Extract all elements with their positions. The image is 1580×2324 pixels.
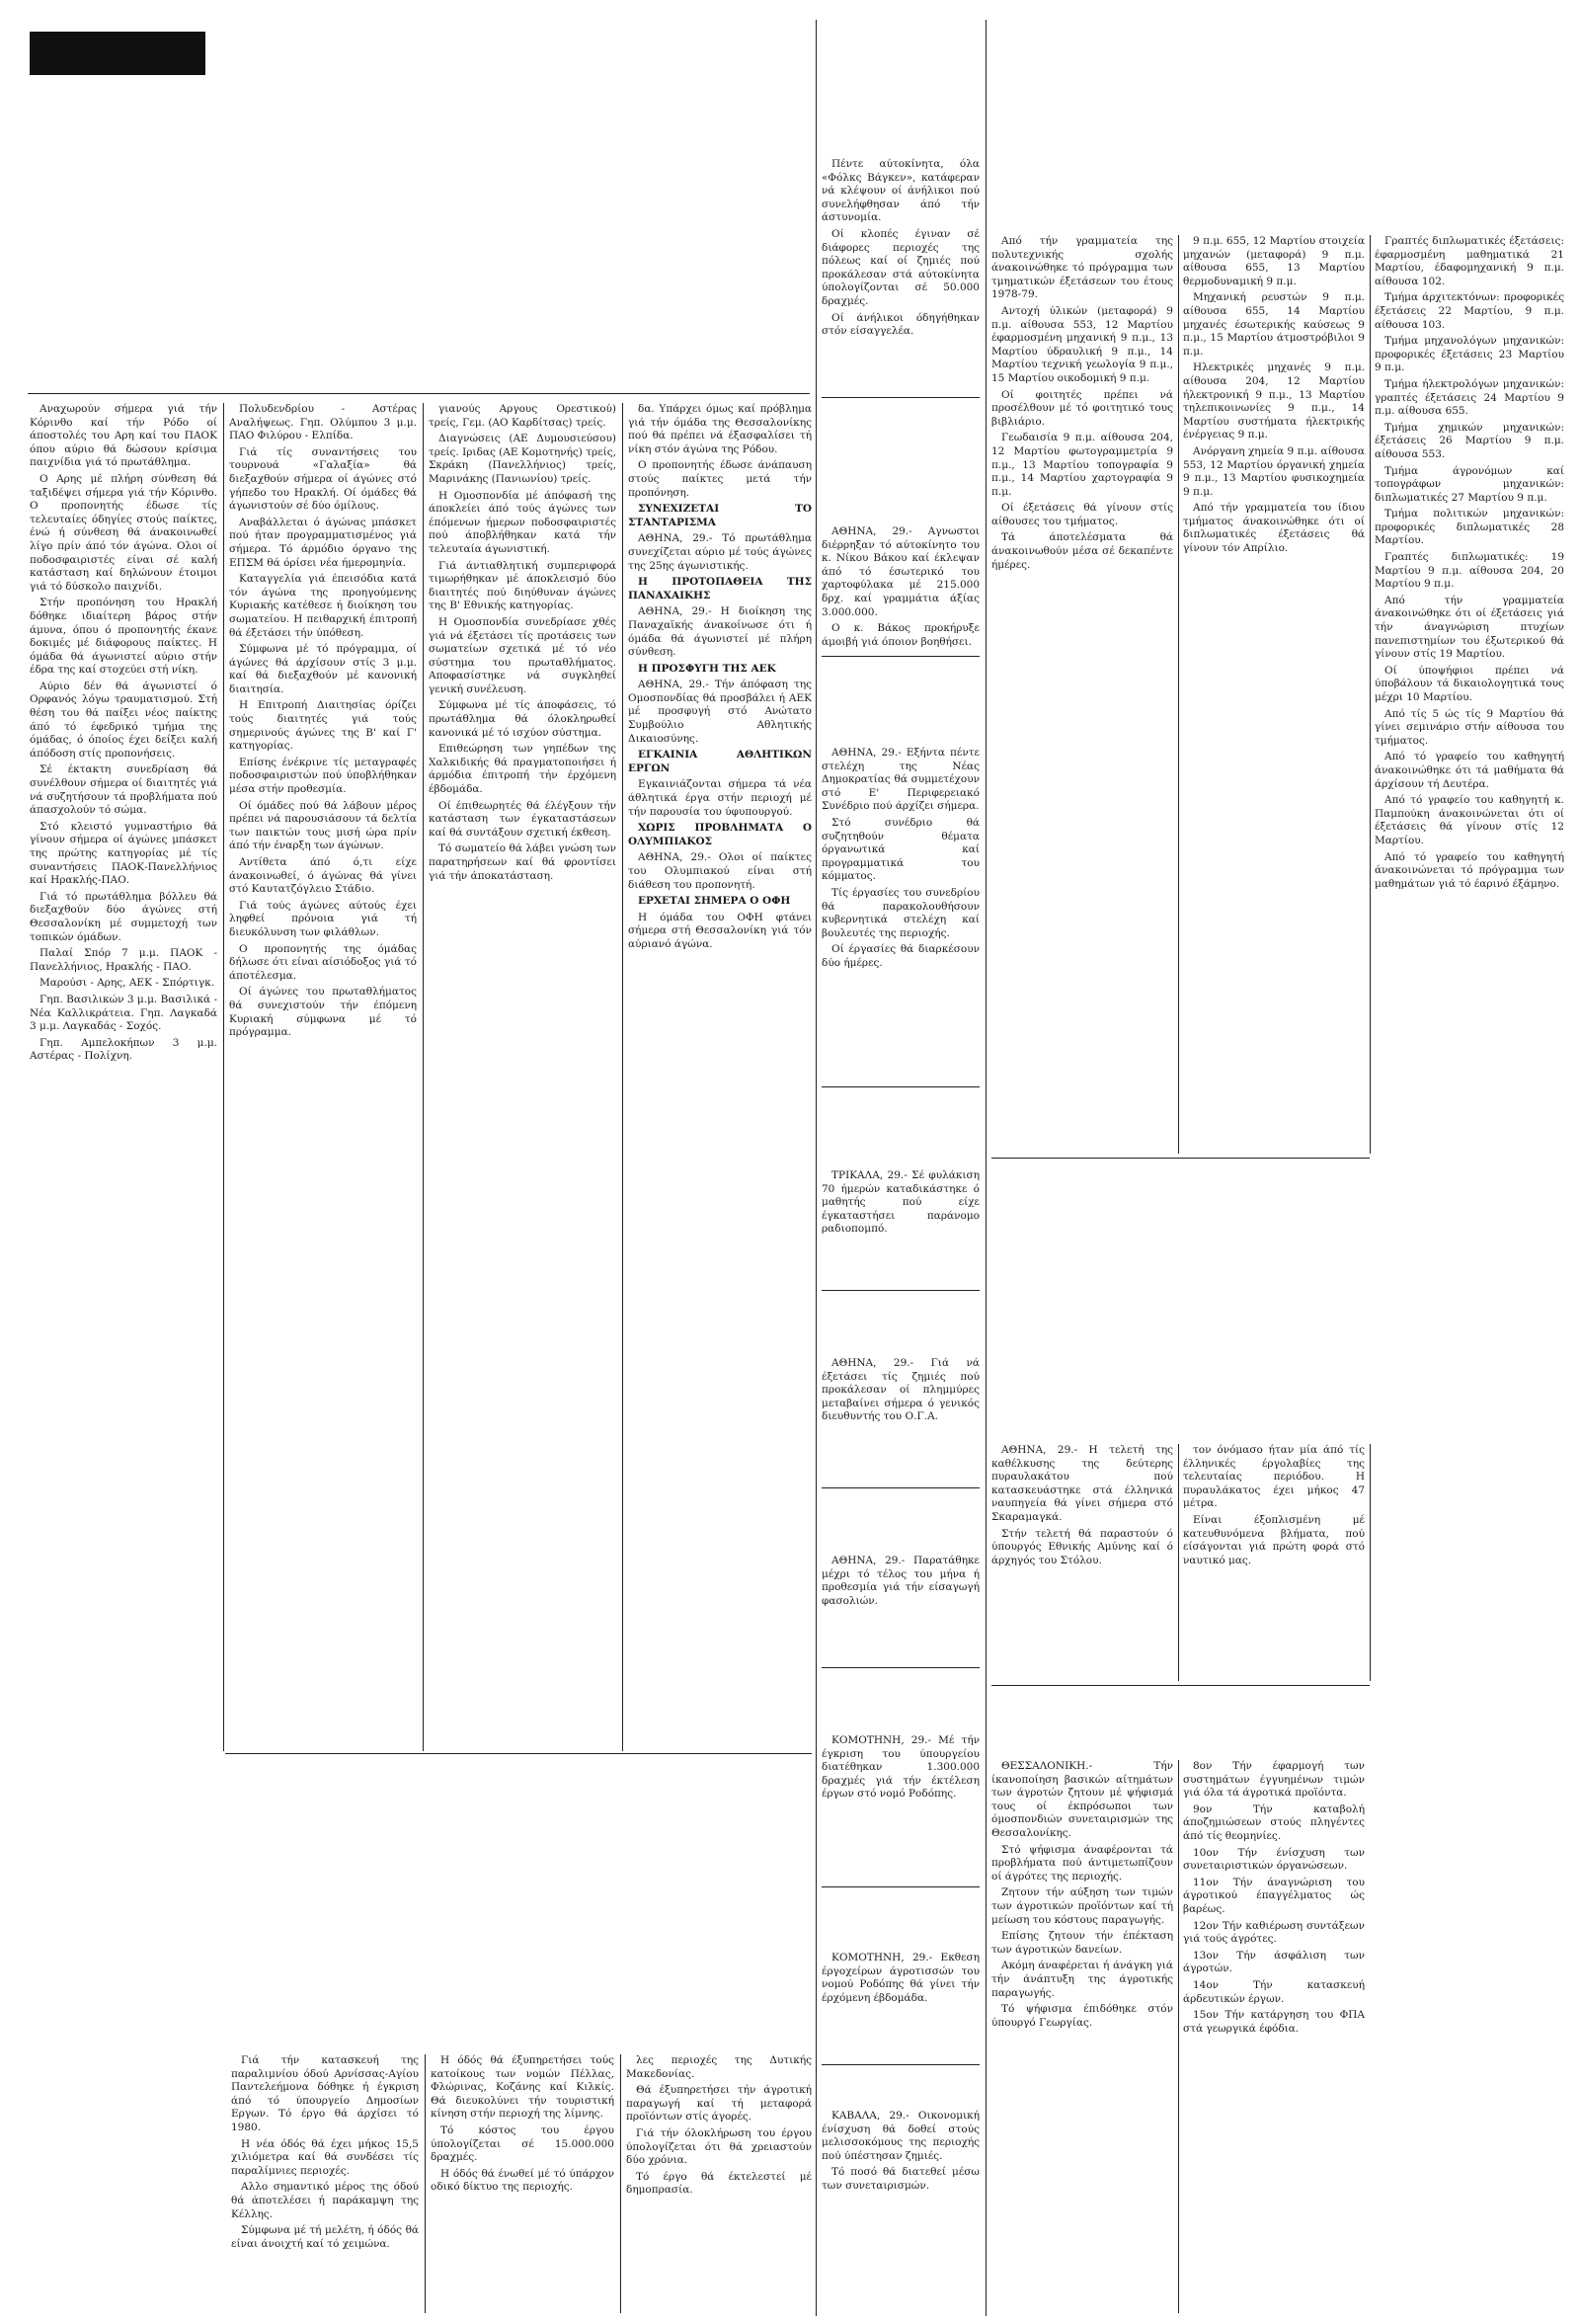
- road-column-1: Γιά τήν κατασκευή της παραλιμνίου όδού Αρνίσσας-Αγίου Παντελεήμονα δόθηκε ή έγκριση άπό τό ύπουργείο Δημοσίων Εργων. Τό έργο θά άρχίσει τό 1980. Η νέα όδός θά έχει μήκος 15,5 χιλιόμετρα καί θά συνδέσει τίς παραλίμνιες περιοχές. Αλλο σημαντικό μέρος της όδού θά άποτελέσει ή παράκαμψη της Κέλλης. Σύμφωνα μέ τή μελέτη, ή όδός θά είναι άνοιχτή καί τό χειμώνα.: [231, 2054, 419, 2250]
- middle-text-6: ΑΘΗΝΑ, 29.- Παρατάθηκε μέχρι τό τέλος του μήνα ή προθεσμία γιά τήν είσαγωγή φασολιών.: [822, 1555, 980, 1607]
- sports-column-4: δα. Υπάρχει όμως καί πρόβλημα γιά τήν όμάδα της Θεσσαλονίκης πού θά πρέπει νά έξασφαλίσει τή νίκη στόν άγώνα της Ρόδου. Ο προπονητής έδωσε άνάπαυση στούς παίκτες μετά τήν προπόνηση. ΣΥΝΕΧΙΖΕΤΑΙ ΤΟ ΣΤΑΝΤΑΡΙΣΜΑ ΑΘΗΝΑ, 29.- Τό πρωτάθλημα συνεχίζεται αύριο μέ τούς άγώνες της 25ης άγωνιστικής. Η ΠΡΟΤΟΠΑΘΕΙΑ ΤΗΣ ΠΑΝΑΧΑΙΚΗΣ ΑΘΗΝΑ, 29.- Η διοίκηση της Παναχαϊκής άνακοίνωσε ότι ή όμάδα θά άγωνιστεί μέ πλήρη σύνθεση. Η ΠΡΟΣΦΥΓΗ ΤΗΣ ΑΕΚ ΑΘΗΝΑ, 29.- Τήν άπόφαση της Ομοσπονδίας θά προσβάλει ή ΑΕΚ μέ προσφυγή στό Ανώτατο Συμβούλιο Αθλητικής Δικαιοσύνης. ΕΓΚΑΙΝΙΑ ΑΘΛΗΤΙΚΩΝ ΕΡΓΩΝ Εγκαινιάζονται σήμερα τά νέα άθλητικά έργα στήν περιοχή μέ τήν παρουσία του ύφυπουργού. ΧΩΡΙΣ ΠΡΟΒΛΗΜΑΤΑ Ο ΟΛΥΜΠΙΑΚΟΣ ΑΘΗΝΑ, 29.- Ολοι οί παίκτες του Ολυμπιακού είναι στή διάθεση του προπονητή. ΕΡΧΕΤΑΙ ΣΗΜΕΡΑ Ο ΟΦΗ Η όμάδα του ΟΦΗ φτάνει σήμερα στή Θεσσαλονίκη γιά τόν αύριανό άγώνα.: [628, 403, 812, 950]
- farmers-column-1: ΘΕΣΣΑΛΟΝΙΚΗ.- Τήν ίκανοποίηση βασικών αίτημάτων των άγροτών ζητουν μέ ψήφισμά τους οί έκπρόσωποι των όμοσπονδιών συνεταιρισμών της Θεσσαλονίκης. Στό ψήφισμα άναφέρονται τά προβλήματα πού άντιμετωπίζουν οί άγρότες της περιοχής. Ζητουν τήν αύξηση των τιμών των άγροτικών προϊόντων καί τή μείωση του κόστους παραγωγής. Επίσης ζητουν τήν έπέκταση των άγροτικών δανείων. Ακόμη άναφέρεται ή άνάγκη γιά τήν άνάπτυξη της άγροτικής παραγωγής. Τό ψήφισμα έπιδόθηκε στόν ύπουργό Γεωργίας.: [991, 1760, 1173, 2029]
- road-column-3: λες περιοχές της Δυτικής Μακεδονίας. Θά έξυπηρετήσει τήν άγροτική παραγωγή καί τή μεταφορά προϊόντων στίς άγορές. Γιά τήν όλοκλήρωση του έργου ύπολογίζεται ότι θά χρειαστούν δύο χρόνια. Τό έργο θά έκτελεστεί μέ δημοπρασία.: [626, 2054, 812, 2197]
- ship-column-2: τον όνόμασο ήταν μία άπό τίς έλληνικές έργολαβίες της τελευταίας περιόδου. Η πυραυλάκατος έχει μήκος 47 μέτρα. Είναι έξοπλισμένη μέ κατευθυνόμενα βλήματα, πού είσάγονται γιά πρώτη φορά στό ναυτικό μας.: [1183, 1444, 1365, 1566]
- middle-text-7: ΚΟΜΟΤΗΝΗ, 29.- Μέ τήν έγκριση του ύπουργείου διατέθηκαν 1.300.000 δραχμές γιά τήν έκτέλεση έργων στό νομό Ροδόπης.: [822, 1734, 980, 1801]
- road-column-2: Η όδός θά έξυπηρετήσει τούς κατοίκους των νομών Πέλλας, Φλώρινας, Κοζάνης καί Κιλκίς. Θά διευκολύνει τήν τουριστική κίνηση στήν περιοχή της λίμνης. Τό κόστος του έργου ύπολογίζεται σέ 15.000.000 δραχμές. Η όδός θά ένωθεί μέ τό ύπάρχον οδικό δίκτυο της περιοχής.: [431, 2054, 614, 2194]
- ship-column-1: ΑΘΗΝΑ, 29.- Η τελετή της καθέλκυσης της δεύτερης πυραυλακάτου πού κατασκευάστηκε στά έλληνικά ναυπηγεία θά γίνει σήμερα στό Σκαραμαγκά. Στήν τελετή θά παραστούν ό ύπουργός Εθνικής Αμύνης καί ό άρχηγός του Στόλου.: [991, 1444, 1173, 1566]
- middle-text-1: Πέντε αύτοκίνητα, όλα «Φόλκς Βάγκεν», κατάφεραν νά κλέψουν οί άνήλικοι πού συνελήφθησαν άπό τήν άστυνομία. Οί κλοπές έγιναν σέ διάφορες περιοχές της πόλεως καί οί ζημιές πού προκάλεσαν στά αύτοκίνητα ύπολογίζονται σέ 50.000 δραχμές. Οί άνήλικοι όδηγήθηκαν στόν είσαγγελέα.: [822, 158, 980, 338]
- sports-column-2: Πολυδενδρίου - Αστέρας Αναλήψεως. Γηπ. Ολύμπου 3 μ.μ. ΠΑΟ Φιλύρου - Ελπίδα. Γιά τίς συναντήσεις του τουρνουά «Γαλαξία» θά διεξαχθούν σήμερα οί άγώνες στό γήπεδο του Ηρακλή. Οί όμάδες θά άγωνιστούν σέ δύο όμίλους. Αναβάλλεται ό άγώνας μπάσκετ πού ήταν προγραμματισμένος γιά σήμερα. Τό άρμόδιο όργανο της ΕΠΣΜ θά όρίσει νέα ήμερομηνία. Καταγγελία γιά έπεισόδια κατά τόν άγώνα της προηγούμενης Κυριακής κατέθεσε ή διοίκηση του σωματείου. Η πειθαρχική έπιτροπή θά έξετάσει τήν ύπόθεση. Σύμφωνα μέ τό πρόγραμμα, οί άγώνες θά άρχίσουν στίς 3 μ.μ. καί θά διεξαχθούν μέ κανονική διαιτησία. Η Επιτροπή Διαιτησίας όρίζει τούς διαιτητές γιά τούς σημερινούς άγώνες της Β' καί Γ' κατηγορίας. Επίσης ένέκρινε τίς μεταγραφές ποδοσφαιριστών πού ύποβλήθηκαν μέσα στήν προθεσμία. Οί όμάδες πού θά λάβουν μέρος πρέπει νά παρουσιάσουν τά δελτία των παικτών τους μισή ώρα πρίν άπό τήν έναρξη των άγώνων. Αντίθετα άπό ό,τι είχε άνακοινωθεί, ό άγώνας θά γίνει στό Καυτατζόγλειο Στάδιο. Γιά τούς άγώνες αύτούς έχει ληφθεί πρόνοια γιά τή διευκόλυνση των φιλάθλων. Ο προπονητής της όμάδας δήλωσε ότι είναι αίσιόδοξος γιά τό άποτέλεσμα. Οί άγώνες του πρωταθλήματος θά συνεχιστούν τήν έπόμενη Κυριακή σύμφωνα μέ τό πρόγραμμα.: [229, 403, 417, 1039]
- farmers-column-2: 8ον Τήν έφαρμογή των συστημάτων έγγυημένων τιμών γιά όλα τά άγροτικά προϊόντα. 9ον Τήν καταβολή άποζημιώσεων στούς πληγέντες άπό τίς θεομηνίες. 10ον Τήν ένίσχυση των συνεταιριστικών όργανώσεων. 11ον Τήν άναγνώριση του άγροτικού έπαγγέλματος ώς βαρέως. 12ον Τήν καθιέρωση συντάξεων γιά τούς άγρότες. 13ον Τήν άσφάλιση των άγροτών. 14ον Τήν κατασκευή άρδευτικών έργων. 15ον Τήν κατάργηση του ΦΠΑ στά γεωργικά έφόδια.: [1183, 1760, 1365, 2035]
- middle-text-4: ΤΡΙΚΑΛΑ, 29.- Σέ φυλάκιση 70 ήμερών καταδικάστηκε ό μαθητής πού είχε έγκαταστήσει παράνομο ραδιοπομπό.: [822, 1169, 980, 1236]
- middle-text-8: ΚΟΜΟΤΗΝΗ, 29.- Εκθεση έργοχείρων άγροτισσών του νομού Ροδόπης θά γίνει τήν έρχόμενη έβδομάδα.: [822, 1952, 980, 2004]
- exam-column-2: 9 π.μ. 655, 12 Μαρτίου στοιχεία μηχανών (μεταφορά) 9 π.μ. αίθουσα 655, 13 Μαρτίου θερμοδυναμική 9 π.μ. Μηχανική ρευστών 9 π.μ. αίθουσα 655, 14 Μαρτίου μηχανές έσωτερικής καύσεως 9 π.μ., 15 Μαρτίου άτμοστρόβιλοι 9 π.μ. Ηλεκτρικές μηχανές 9 π.μ. αίθουσα 204, 12 Μαρτίου ήλεκτρονική 9 π.μ., 13 Μαρτίου τηλεπικοινωνίες 9 π.μ., 14 Μαρτίου συστήματα ήλεκτρικής ένέργειας 9 π.μ. Ανόργανη χημεία 9 π.μ. αίθουσα 553, 12 Μαρτίου όργανική χημεία 9 π.μ., 13 Μαρτίου φυσικοχημεία 9 π.μ. Από τήν γραμματεία του ίδιου τμήματος άνακοινώθηκε ότι οί διπλωματικές έξετάσεις θά γίνουν τόν Απρίλιο.: [1183, 235, 1365, 555]
- middle-text-3: ΑΘΗΝΑ, 29.- Εξήντα πέντε στελέχη της Νέας Δημοκρατίας θά συμμετέχουν στό Ε' Περιφερειακό Συνέδριο πού άρχίζει σήμερα. Στό συνέδριο θά συζητηθούν θέματα όργανωτικά καί προγραμματικά του κόμματος. Τίς έργασίες του συνεδρίου θά παρακολουθήσουν κυβερνητικά στελέχη καί βουλευτές της περιοχής. Οί έργασίες θά διαρκέσουν δύο ήμέρες.: [822, 747, 980, 969]
- section-label: [30, 32, 205, 75]
- exam-column-3: Γραπτές διπλωματικές έξετάσεις: έφαρμοσμένη μαθηματικά 21 Μαρτίου, έδαφομηχανική 9 π.μ. αίθουσα 102. Τμήμα άρχιτεκτόνων: προφορικές έξετάσεις 22 Μαρτίου, 9 π.μ. αίθουσα 103. Τμήμα μηχανολόγων μηχανικών: προφορικές έξετάσεις 23 Μαρτίου 9 π.μ. Τμήμα ήλεκτρολόγων μηχανικών: γραπτές έξετάσεις 24 Μαρτίου 9 π.μ. αίθουσα 655. Τμήμα χημικών μηχανικών: έξετάσεις 26 Μαρτίου 9 π.μ. αίθουσα 553. Τμήμα άγρονόμων καί τοπογράφων μηχανικών: διπλωματικές 27 Μαρτίου 9 π.μ. Τμήμα πολιτικών μηχανικών: προφορικές διπλωματικές 28 Μαρτίου. Γραπτές διπλωματικές: 19 Μαρτίου 9 π.μ. αίθουσα 204, 20 Μαρτίου 9 π.μ. Από τήν γραμματεία άνακοινώθηκε ότι οί έξετάσεις γιά τήν άναγνώριση πτυχίων πανεπιστημίων του έξωτερικού θά γίνουν στίς 19 Μαρτίου. Οί ύποψήφιοι πρέπει νά ύποβάλουν τά δικαιολογητικά τους μέχρι 10 Μαρτίου. Από τίς 5 ώς τίς 9 Μαρτίου θά γίνει σεμινάριο στήν αίθουσα του τμήματος. Από τό γραφείο του καθηγητή άνακοινώθηκε ότι τά μαθήματα θά άρχίσουν τή Δευτέρα. Από τό γραφείο του καθηγητή κ. Παμπούκη άνακοινώνεται ότι οί έξετάσεις θά γίνουν στίς 12 Μαρτίου. Από τό γραφείο του καθηγητή άνακοινώνεται τό πρόγραμμα των μαθημάτων γιά τό έαρινό έξάμηνο.: [1375, 235, 1564, 890]
- sports-column-1: Αναχωρούν σήμερα γιά τήν Κόρινθο καί τήν Ρόδο οί άποστολές του Αρη καί του ΠΑΟΚ όπου αύριο θά δώσουν κρίσιμα παιχνίδια γιά τό πρωτάθλημα. Ο Αρης μέ πλήρη σύνθεση θά ταξιδέψει σήμερα γιά τήν Κόρινθο. Ο προπονητής έδωσε τίς τελευταίες όδηγίες στούς παίκτες, ένώ ή σύνθεση θά άνακοινωθεί λίγο πρίν άπό τόν άγώνα. Ολοι οί ποδοσφαιριστές είναι σέ καλή κατάσταση καί δηλώνουν έτοιμοι γιά τό δύσκολο παιχνίδι. Στήν προπόνηση του Ηρακλή δόθηκε ιδιαίτερη βάρος στήν άμυνα, όπου ό προπονητής έκανε δοκιμές μέ διάφορους παίκτες. Η όμάδα θά άγωνιστεί αύριο στήν έδρα της καί στοχεύει στή νίκη. Αύριο δέν θά άγωνιστεί ό Ορφανός λόγω τραυματισμού. Στή θέση του θά παίξει νέος παίκτης άπό τό έφεδρικό τμήμα της όμάδας, ό όποίος έχει δείξει καλή άπόδοση στίς προπονήσεις. Σέ έκτακτη συνεδρίαση θά συνέλθουν σήμερα οί διαιτητές γιά νά συζητήσουν τά προβλήματα πού άπασχολούν τό σώμα. Στό κλειστό γυμναστήριο θά γίνουν σήμερα οί άγώνες μπάσκετ της πρώτης κατηγορίας μέ τίς συναντήσεις ΠΑΟΚ-Πανελλήνιος καί Ηρακλής-ΠΑΟ. Γιά τό πρωτάθλημα βόλλευ θά διεξαχθούν δύο άγώνες στή Θεσσαλονίκη μέ συμμετοχή των τοπικών όμάδων. Παλαί Σπόρ 7 μ.μ. ΠΑΟΚ - Πανελλήνιος, Ηρακλής - ΠΑΟ. Μαρούσι - Αρης, ΑΕΚ - Σπόρτιγκ. Γηπ. Βασιλικών 3 μ.μ. Βασιλικά - Νέα Καλλικράτεια. Γηπ. Λαγκαδά 3 μ.μ. Λαγκαδάς - Σοχός. Γηπ. Αμπελοκήπων 3 μ.μ. Αστέρας - Πολίχνη.: [30, 403, 217, 1063]
- middle-text-2: ΑΘΗΝΑ, 29.- Αγνωστοι διέρρηξαν τό αύτοκίνητο του κ. Νίκου Βάκου καί έκλεψαν άπό τό έσωτερικό του χαρτοφύλακα μέ 215.000 δρχ. καί γραμμάτια άξίας 3.000.000. Ο κ. Βάκος προκήρυξε άμοιβή γιά όποιον βοηθήσει.: [822, 525, 980, 648]
- middle-text-9: ΚΑΒΑΛΑ, 29.- Οικονομική ένίσχυση θά δοθεί στούς μελισσοκόμους της περιοχής πού ύπέστησαν ζημιές. Τό ποσό θά διατεθεί μέσω των συνεταιρισμών.: [822, 2110, 980, 2192]
- sports-column-3: γιανούς Αργους Ορεστικού) τρείς, Γεμ. (ΑΟ Καρδίτσας) τρείς. Διαγνώσεις (ΑΕ Δυμουσιεύσου) τρείς. Ιριδας (ΑΕ Κομοτηνής) τρείς, Σκράκη (Πανελλήνιος) τρείς, Μαρινάκης (Πανιωνίου) τρείς. Η Ομοσπονδία μέ άπόφασή της άποκλείει άπό τούς άγώνες των έπόμενων ήμερων ποδοσφαιριστές πού άποβλήθηκαν κατά τήν τελευταία άγωνιστική. Γιά άντιαθλητική συμπεριφορά τιμωρήθηκαν μέ άποκλεισμό δύο διαιτητές πού διηύθυναν άγώνες της Β' Εθνικής κατηγορίας. Η Ομοσπονδία συνεδρίασε χθές γιά νά έξετάσει τίς προτάσεις των σωματείων σχετικά μέ τό νέο σύστημα του πρωταθλήματος. Αποφασίστηκε νά συγκληθεί γενική συνέλευση. Σύμφωνα μέ τίς άποφάσεις, τό πρωτάθλημα θά όλοκληρωθεί κανονικά μέ τό ισχύον σύστημα. Επιθεώρηση των γηπέδων της Χαλκιδικής θά πραγματοποιήσει ή άρμόδια έπιτροπή τήν έρχόμενη έβδομάδα. Οί έπιθεωρητές θά έλέγξουν τήν κατάσταση των έγκαταστάσεων καί θά συντάξουν σχετική έκθεση. Τό σωματείο θά λάβει γνώση των παρατηρήσεων καί θά φροντίσει γιά τήν άποκατάσταση.: [429, 403, 616, 882]
- exam-column-1: Από τήν γραμματεία της πολυτεχνικής σχολής άνακοινώθηκε τό πρόγραμμα των τμηματικών έξετάσεων του έτους 1978-79. Αντοχή ύλικών (μεταφορά) 9 π.μ. αίθουσα 553, 12 Μαρτίου έφαρμοσμένη μηχανική 9 π.μ., 13 Μαρτίου ύδραυλική 9 π.μ., 14 Μαρτίου τεχνική γεωλογία 9 π.μ., 15 Μαρτίου οικοδομική 9 π.μ. Οί φοιτητές πρέπει νά προσέλθουν μέ τό φοιτητικό τους βιβλιάριο. Γεωδαισία 9 π.μ. αίθουσα 204, 12 Μαρτίου φωτογραμμετρία 9 π.μ., 13 Μαρτίου τοπογραφία 9 π.μ., 14 Μαρτίου χαρτογραφία 9 π.μ. Οί έξετάσεις θά γίνουν στίς αίθουσες του τμήματος. Τά άποτελέσματα θά άνακοινωθούν μέσα σέ δεκαπέντε ήμέρες.: [991, 235, 1173, 571]
- middle-text-5: ΑΘΗΝΑ, 29.- Γιά νά έξετάσει τίς ζημιές πού προκάλεσαν οί πλημμύρες μεταβαίνει σήμερα ό γενικός διευθυντής του Ο.Γ.Α.: [822, 1357, 980, 1423]
